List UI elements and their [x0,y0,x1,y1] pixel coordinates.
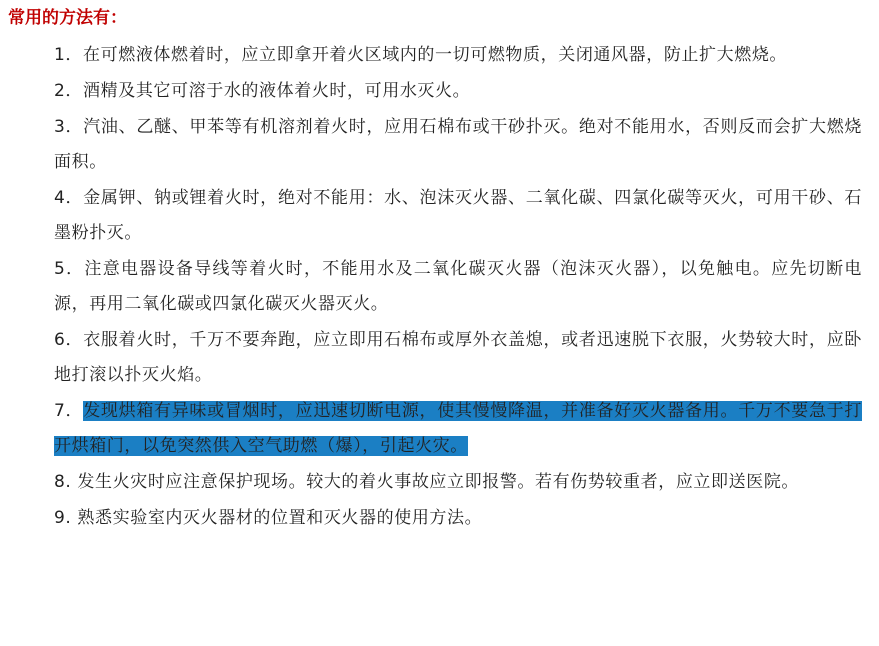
section-heading: 常用的方法有： [8,8,127,28]
list-item-8: 8. 发生火灾时应注意保护现场。较大的着火事故应立即报警。若有伤势较重者，应立即送医院。 [54,472,800,492]
list-item-2: 2．酒精及其它可溶于水的液体着火时，可用水灭火。 [54,81,471,101]
list-item-9: 9. 熟悉实验室内灭火器材的位置和灭火器的使用方法。 [54,508,483,528]
highlighted-text: 发现烘箱有异味或冒烟时，应迅速切断电源，使其慢慢降温，并准备好灭火器备用。千万不要急于打开烘箱门，以免突然供入空气助燃（爆），引起火灾。 [54,401,862,456]
list-item-4: 4．金属钾、钠或锂着火时，绝对不能用：水、泡沫灭火器、二氧化碳、四氯化碳等灭火，可用干砂、石墨粉扑灭。 [54,188,862,243]
list-item-7-number: 7． [54,401,84,421]
list-item-5: 5．注意电器设备导线等着火时，不能用水及二氧化碳灭火器（泡沫灭火器），以免触电。应先切断电源，再用二氧化碳或四氯化碳灭火器灭火。 [54,259,862,314]
list-item-6: 6．衣服着火时，千万不要奔跑，应立即用石棉布或厚外衣盖熄，或者迅速脱下衣服，火势较大时，应卧地打滚以扑灭火焰。 [54,330,862,385]
list-item-1: 1．在可燃液体燃着时，应立即拿开着火区域内的一切可燃物质，关闭通风器，防止扩大燃烧。 [54,45,788,65]
list-item-3: 3．汽油、乙醚、甲苯等有机溶剂着火时，应用石棉布或干砂扑灭。绝对不能用水，否则反而会扩大燃烧面积。 [54,117,862,172]
list-item-7 [54,394,862,464]
method-list [54,38,862,537]
